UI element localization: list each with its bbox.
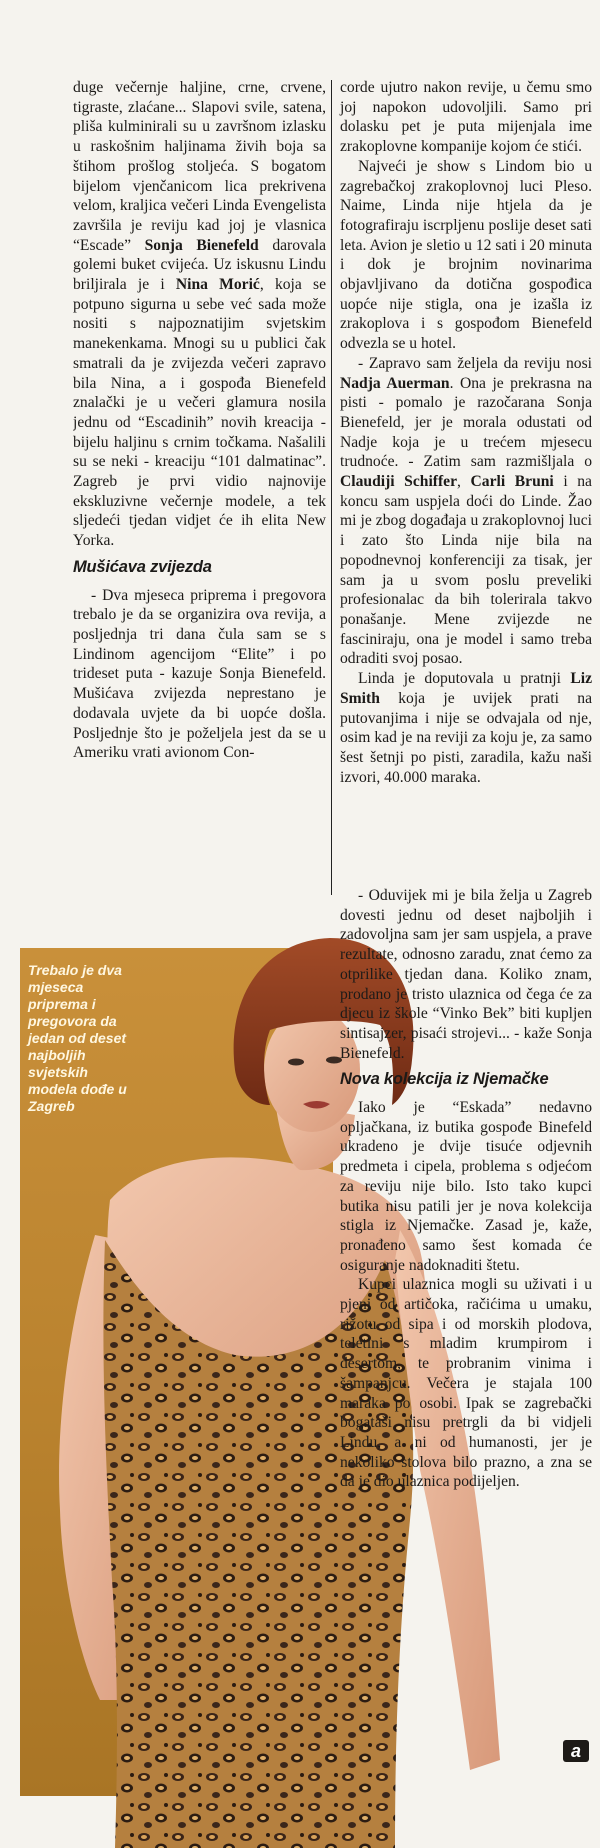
- paragraph: Iako je “Eskada” nedavno opljačkana, iz butika gospođe Binefeld ukradeno je dvije tisuće odjevnih predmeta i cipela, problema s odjećom za reviju nije bilo. Isto tako kupci butika nisu patili jer je nova kolekcija stigla iz Njemačke. Zasad je, kaže, pronađeno samo šest komada će osiguranje nadoknaditi štetu.: [340, 1099, 592, 1274]
- paragraph: corde ujutro nakon revije, u čemu smo joj napokon udovoljili. Samo pri dolasku pet je puta mijenjala ime zrakoplovne kompanije kojom će stići.: [340, 79, 592, 156]
- right-column: [340, 78, 592, 787]
- right-column-lower: [340, 886, 592, 1492]
- subheading: Mušićava zvijezda: [73, 557, 212, 576]
- paragraph: - Zapravo sam željela da reviju nosi Nadja Auerman. Ona je prekrasna na pisti - pomalo je razočarana Sonja Bienefeld, jer je morala odustati od Nadje koja je u trećem mjesecu trudnoće. - Zatim sam razmišljala o Claudiji Schiffer, Carli Bruni i na koncu sam uspjela doći do Linde. Žao mi je zbog događaja u zrakoplovnoj luci i zato što Linda nije bila na popodnevnoj konferenciji za tisak, jer sam ja u svom poslu preveliki profesionalac da bih tolerirala takvo ponašanje. Mene zvijezde ne fasciniraju, ona je model i samo treba odraditi svoj posao.: [340, 354, 592, 668]
- person-name: Nadja Auerman: [340, 374, 450, 392]
- column-divider: [331, 80, 332, 895]
- paragraph: Kupci ulaznica mogli su uživati i u pjeni od artičoka, račićima u umaku, rižotu od sipa i od morskih plodova, teletini s mladim krumpirom i desertom, te probranim vinima i šampanjcu. Večera je stajala 100 maraka po osobi. Ipak se zagrebački bogataši nisu pretrgli da bi vidjeli Lindu, a ni od humanosti, jer je nekoliko stolova bilo prazno, a zna se da je dio ulaznica podijeljen.: [340, 1276, 592, 1491]
- paragraph: - Dva mjeseca pripremа i pregovora trebalo je da se organizira ova revija, a posljednja tri dana čula sam se s Lindinom agencijom “Elite” i po trideset puta - kazuje Sonja Bienefeld. Mušićava zvijezda neprestano je dodavala uvjete da bi uopće došla. Posljednje što je poželjela jest da se u Ameriku vrati avionom Con-: [73, 586, 326, 762]
- paragraph: duge večernje haljine, crne, crvene, tigraste, zlaćane... Slapovi svile, satena, pliša kulminirali su u završnom izlasku u raskošnim haljinama živih boja sa štihom prošlog stoljeća. S bogatom bijelom vjenčanicom lica prekrivena velom, kraljica večeri Linda Evengelista završila je reviju kad joj je vlasnica “Escade” Sonja Bienefeld darovala golemi buket cvijeća. Uz iskusnu Lindu briljirala je i Nina Morić, koja se potpuno sigurna u sebe već sada može nositi s najpoznatijim svjetskim manekenkama. Mnogi su u publici čak smatrali da je zvijezda večeri zapravo bila Nina, a i gospođa Bienefeld znalački je u večeri glamura nosila jednu od “Escadinih” novih kreacija - bijelu haljinu s crnim točkama. Našalili su se neki - kreaciju “101 dalmatinac”. Zagreb je prvi vidio najnovije ekskluzivne večernje modele, a tek sljedeći tjedan vidjet će ih elita New Yorka.: [73, 79, 326, 550]
- person-name: Sonja Bienefeld: [144, 236, 259, 254]
- person-name: Nina Morić: [175, 276, 260, 294]
- subheading: Nova kolekcija iz Njemačke: [340, 1070, 549, 1089]
- paragraph: Najveći je show s Lindom bio u zagrebačkoj zrakoplovnoj luci Pleso. Naime, Linda nije htjela da je fotografiraju iscrpljenu poslije deset sati leta. Avion je sletio u 12 sati i 20 minuta i dok je brojnim novinarima objavljivano da dotična gospođica uopće nije stigla, ona je izašla iz zrakoplova i s gospođom Bienefeld odvezla se u hotel.: [340, 157, 592, 353]
- person-name: Liz Smith: [340, 670, 592, 707]
- person-name: Carli Bruni: [470, 473, 554, 491]
- photo-caption: Trebalo je dva mjeseca priprema i pregovora da jedan od deset najboljih svjetskih modela dođe u Zagreb: [28, 962, 127, 1114]
- paragraph: Linda je doputovala u pratnji Liz Smith koja je uvijek prati na putovanjima i nije se odvajala od nje, osim kad je na reviji za koju je, za samo šest šetnji po pisti, zaradila, kažu naši izvori, 40.000 maraka.: [340, 670, 592, 786]
- paragraph: - Oduvijek mi je bila želja u Zagreb dovesti jednu od deset najboljih i zadovoljna sam jer sam uspjela, a prave rezultate, odnosno zaradu, znat ćemo za otprilike tjedan dana. Koliko znam, prodano je tristo ulaznica od čega će za djecu iz škole “Vinko Bek” biti kupljen sintisajzer, pisaći strojevi... - kaže Sonja Bienefeld.: [340, 887, 592, 1062]
- left-column: [73, 78, 326, 885]
- person-name: Claudiji Schiffer: [340, 473, 458, 491]
- end-mark-icon: a: [563, 1740, 589, 1762]
